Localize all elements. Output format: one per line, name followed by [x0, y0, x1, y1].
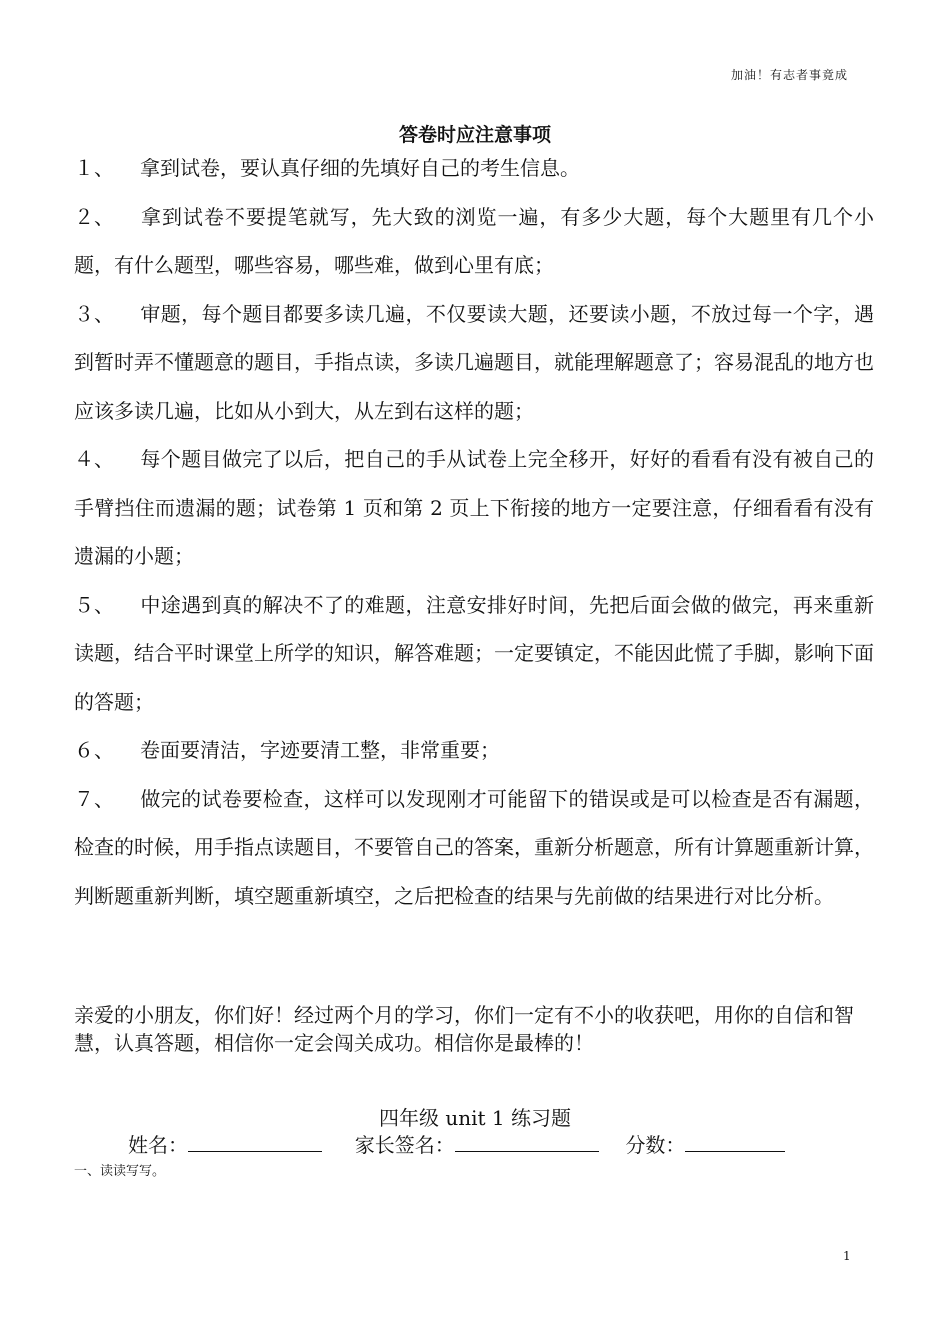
header-motto: 加油！有志者事竟成: [730, 68, 848, 82]
name-field[interactable]: [188, 1133, 322, 1152]
notice-item: [74, 435, 874, 581]
notice-text: 做完的试卷要检查，这样可以发现刚才可能留下的错误或是可以检查是否有漏题，检查的时候，用手指点读题目，不要管自己的答案，重新分析题意，所有计算题重新计算，判断题重新判断，填空题重新填空，之后把检查的结果与先前做的结果进行对比分析。: [74, 786, 874, 908]
notice-number: ６、: [74, 738, 114, 762]
greeting-paragraph: 亲爱的小朋友，你们好！经过两个月的学习，你们一定有不小的收获吧，用你的自信和智慧，认真答题，相信你一定会闯关成功。相信你是最棒的！: [74, 1003, 854, 1055]
notice-text: 每个题目做完了以后，把自己的手从试卷上完全移开，好好的看看有没有被自己的手臂挡住而遗漏的题；试卷第 1 页和第 2 页上下衔接的地方一定要注意，仔细看看有没有遗漏的小题；: [74, 447, 874, 568]
notice-text: 拿到试卷，要认真仔细的先填好自己的考生信息。: [140, 156, 580, 180]
parent-signature-field[interactable]: [455, 1133, 599, 1152]
notice-text: 卷面要清洁，字迹要清工整，非常重要；: [140, 738, 500, 762]
notice-text: 中途遇到真的解决不了的难题，注意安排好时间，先把后面会做的做完，再来重新读题，结合平时课堂上所学的知识，解答难题；一定要镇定，不能因此慌了手脚，影响下面的答题；: [74, 592, 874, 714]
notice-item: [74, 726, 874, 775]
notice-item: [74, 193, 874, 290]
exercise-title: 四年级 unit 1 练习题: [379, 1106, 571, 1130]
document-title: 答卷时应注意事项: [398, 124, 551, 146]
notice-item: [74, 581, 874, 727]
notice-number: ４、: [74, 447, 114, 471]
notice-list: [74, 144, 874, 920]
notice-item: [74, 144, 874, 193]
section-heading: 一、读读写写。: [74, 1164, 166, 1179]
notice-text: 拿到试卷不要提笔就写，先大致的浏览一遍，有多少大题，每个大题里有几个小题，有什么题型，哪些容易，哪些难，做到心里有底；: [74, 204, 874, 277]
notice-number: ３、: [74, 301, 114, 326]
notice-item: [74, 290, 874, 436]
student-info-line: [128, 1129, 785, 1158]
notice-item: [74, 775, 874, 921]
notice-number: ７、: [74, 786, 114, 811]
notice-number: １、: [74, 156, 114, 180]
notice-number: ５、: [74, 592, 114, 617]
notice-text: 审题，每个题目都要多读几遍，不仅要读大题，还要读小题，不放过每一个字，遇到暂时弄不懂题意的题目，手指点读，多读几遍题目，就能理解题意了；容易混乱的地方也应该多读几遍，比如从小到大，从左到右这样的题；: [74, 301, 874, 423]
name-label: 姓名：: [128, 1133, 188, 1157]
parent-signature-label: 家长签名：: [354, 1133, 455, 1157]
score-label: 分数：: [625, 1133, 686, 1157]
notice-number: ２、: [74, 204, 114, 229]
score-field[interactable]: [685, 1133, 785, 1152]
page-number: 1: [843, 1249, 851, 1263]
